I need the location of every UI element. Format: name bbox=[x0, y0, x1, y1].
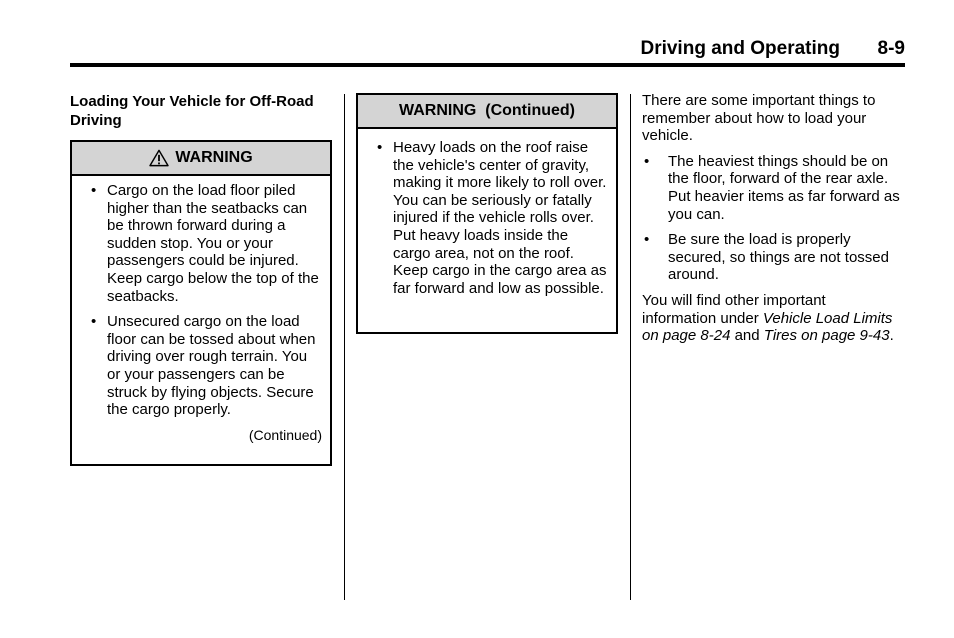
warning-box-continued bbox=[356, 93, 618, 334]
cross-reference-link[interactable]: Vehicle Load Limits on page 8-24 bbox=[642, 309, 893, 345]
info-paragraph bbox=[642, 292, 904, 345]
info-suffix: . bbox=[889, 327, 894, 345]
bullet-text: Heavy loads on the roof raise the vehicle's center of gravity, making it more likely to roll over. You can be seriously or fatally injured if the vehicle rolls over. Put heavy loads inside the cargo area, not on the roof. Keep cargo in the cargo area as far forward and low as possible. bbox=[393, 139, 607, 297]
bullet-text: Unsecured cargo on the load floor can be tossed about when driving over rough terrain. You or your passengers can be struck by flying objects. Secure the cargo properly. bbox=[107, 313, 316, 419]
page-header bbox=[0, 38, 905, 64]
intro-paragraph: There are some important things to remember about how to load your vehicle. bbox=[642, 92, 876, 145]
list-item bbox=[642, 231, 904, 284]
column-divider-1 bbox=[344, 94, 345, 600]
bullet-text: Cargo on the load floor piled higher than the seatbacks can be thrown forward during a sudden stop. You or your passengers could be injured. Keep cargo below the top of the seatbacks. bbox=[107, 182, 319, 305]
list-item bbox=[366, 139, 608, 297]
chapter-title: Driving and Operating bbox=[640, 38, 840, 59]
bullet-text: The heaviest things should be on the floor, forward of the rear axle. Put heavier items as far forward as you can. bbox=[668, 152, 900, 223]
list-item bbox=[642, 153, 904, 223]
column-divider-2 bbox=[630, 94, 631, 600]
bullet-glyph: • bbox=[644, 231, 650, 249]
bullet-glyph: • bbox=[377, 139, 383, 156]
bullet-glyph: • bbox=[91, 313, 97, 331]
warning-header bbox=[72, 142, 330, 176]
warning-heading: WARNING bbox=[175, 149, 253, 166]
info-prefix: You will find other important information under bbox=[642, 291, 826, 327]
warning-body bbox=[358, 129, 616, 297]
section-title: Loading Your Vehicle for Off-Road Driving bbox=[70, 93, 314, 129]
header-rule bbox=[70, 63, 905, 67]
list-item bbox=[80, 313, 322, 419]
warning-box bbox=[70, 140, 332, 466]
bullet-glyph: • bbox=[91, 182, 97, 199]
page-number: 8-9 bbox=[877, 38, 905, 59]
bullet-glyph: • bbox=[644, 152, 650, 170]
warning-body bbox=[72, 176, 330, 444]
cross-reference-link[interactable]: Tires on page 9-43 bbox=[763, 327, 890, 345]
continued-note: (Continued) bbox=[248, 426, 322, 443]
warning-header bbox=[358, 95, 616, 129]
exclamation-triangle-icon bbox=[149, 149, 169, 167]
info-mid: and bbox=[730, 327, 764, 345]
list-item bbox=[80, 182, 322, 305]
warning-heading: WARNING (Continued) bbox=[399, 102, 575, 119]
right-column bbox=[642, 92, 904, 353]
bullet-text: Be sure the load is properly secured, so things are not tossed around. bbox=[668, 231, 889, 284]
